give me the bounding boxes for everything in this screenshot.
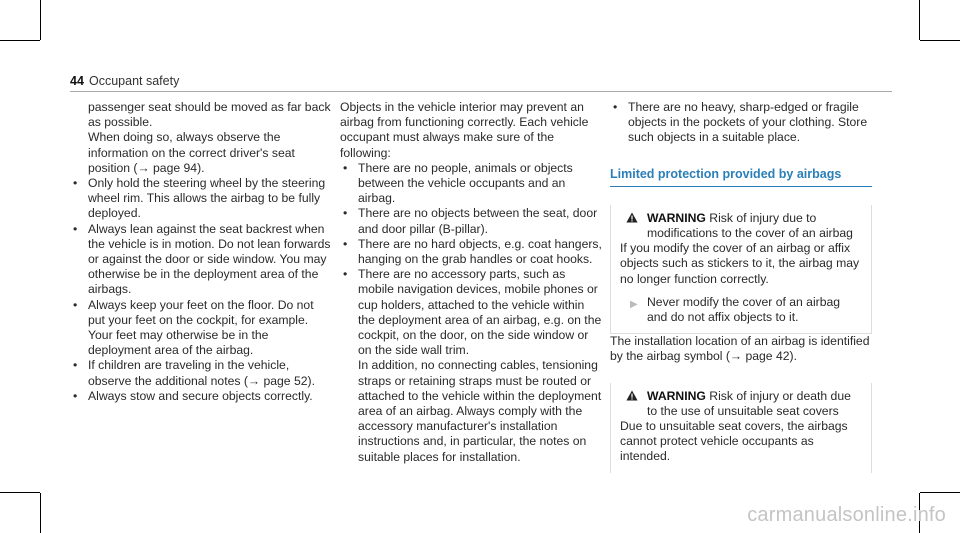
bullet-icon: •	[73, 176, 78, 191]
list-item: • If children are traveling in the vehicle, observe the additional notes (→ page 52).	[73, 358, 315, 388]
section-title: Limited protection provided by airbags	[610, 167, 872, 187]
warning-body: Due to unsuitable seat covers, the airbags cannot protect vehicle occupants as intended.	[620, 419, 848, 464]
crop-mark	[40, 0, 41, 40]
crop-mark	[919, 0, 920, 40]
list-item: • There are no hard objects, e.g. coat hangers, hanging on the grab handles or coat hooks.	[343, 236, 602, 267]
section-header: Occupant safety	[89, 74, 180, 88]
page-number: 44	[70, 74, 84, 88]
watermark: carmanualsonline.info	[747, 503, 946, 526]
list-item: • There are no objects between the seat, door and door pillar (B-pillar).	[343, 206, 598, 236]
warning-triangle-icon	[626, 390, 638, 401]
list-item: • Always keep your feet on the floor. Do not put your feet on the cockpit, for example. Your feet may otherwise be in the deployment area of the airbag.	[73, 297, 314, 358]
warning-text: Risk of injury or death due to the use of unsuitable seat covers	[647, 388, 851, 418]
list-item: • Always stow and secure objects correctly.	[73, 388, 313, 403]
crop-mark	[920, 492, 960, 493]
paragraph: Objects in the vehicle interior may prevent an airbag from functioning correctly. Each vehicle occupant must always make sure of the following:	[340, 100, 589, 160]
warning-headline	[620, 211, 862, 241]
paragraph: When doing so, always observe the information on the correct driver's seat position (→ page 94).	[88, 130, 295, 175]
warning-box	[610, 383, 872, 473]
paragraph: passenger seat should be moved as far back as possible.	[88, 100, 331, 130]
list-item: • There are no accessory parts, such as mobile navigation devices, mobile phones or cup holders, attached to the vehicle within the deployment area of an airbag, e.g. on the cockpit, on the door, on the side window or on the side wall trim.	[343, 267, 602, 358]
bullet-icon: •	[343, 160, 348, 175]
warning-label: WARNING	[647, 388, 706, 403]
paragraph: In addition, no connecting cables, tensioning straps or retaining straps must be routed or attached to the vehicle within the deployment area of an airbag. Always comply with the accessory manufacturer's installation instructions and, in particular, the notes on suitable places for installation.	[358, 358, 602, 464]
crop-mark	[0, 492, 40, 493]
bullet-icon: •	[613, 100, 618, 114]
header-rule	[70, 91, 892, 92]
warning-body: If you modify the cover of an airbag or affix objects such as stickers to it, the airbag may no longer function correctly.	[620, 241, 860, 286]
crop-mark	[40, 493, 41, 533]
column-middle	[340, 100, 602, 465]
bullet-icon: •	[73, 358, 78, 373]
bullet-icon: •	[73, 221, 78, 236]
crop-mark	[920, 40, 960, 41]
list-item: • Only hold the steering wheel by the steering wheel rim. This allows the airbag to be fully deployed.	[73, 176, 326, 221]
bullet-icon: •	[73, 297, 78, 312]
list-item: • There are no people, animals or objects between the vehicle occupants and an airbag.	[343, 160, 573, 206]
crop-mark	[0, 40, 40, 41]
list-item: • Always lean against the seat backrest when the vehicle is in motion. Do not lean forwards or against the door or side window. You may otherwise be in the deployment area of the airbags.	[73, 221, 331, 297]
warning-step: ▶ Never modify the cover of an airbag and do not affix objects to it.	[630, 294, 841, 325]
play-arrow-icon: ▶	[630, 298, 638, 310]
bullet-icon: •	[343, 236, 348, 251]
column-left	[70, 100, 332, 404]
warning-headline	[620, 389, 862, 419]
bullet-icon: •	[343, 267, 348, 282]
list-item: • There are no heavy, sharp-edged or fragile objects in the pockets of your clothing. Store such objects in a suitable place.	[613, 100, 868, 145]
bullet-icon: •	[73, 388, 78, 403]
paragraph: The installation location of an airbag is identified by the airbag symbol (→ page 42).	[610, 334, 870, 364]
warning-label: WARNING	[647, 210, 706, 225]
warning-text: Risk of injury due to modifications to the cover of an airbag	[647, 210, 853, 241]
warning-triangle-icon	[626, 212, 638, 223]
column-right	[610, 100, 872, 473]
warning-box	[610, 205, 872, 334]
bullet-icon: •	[343, 206, 348, 221]
